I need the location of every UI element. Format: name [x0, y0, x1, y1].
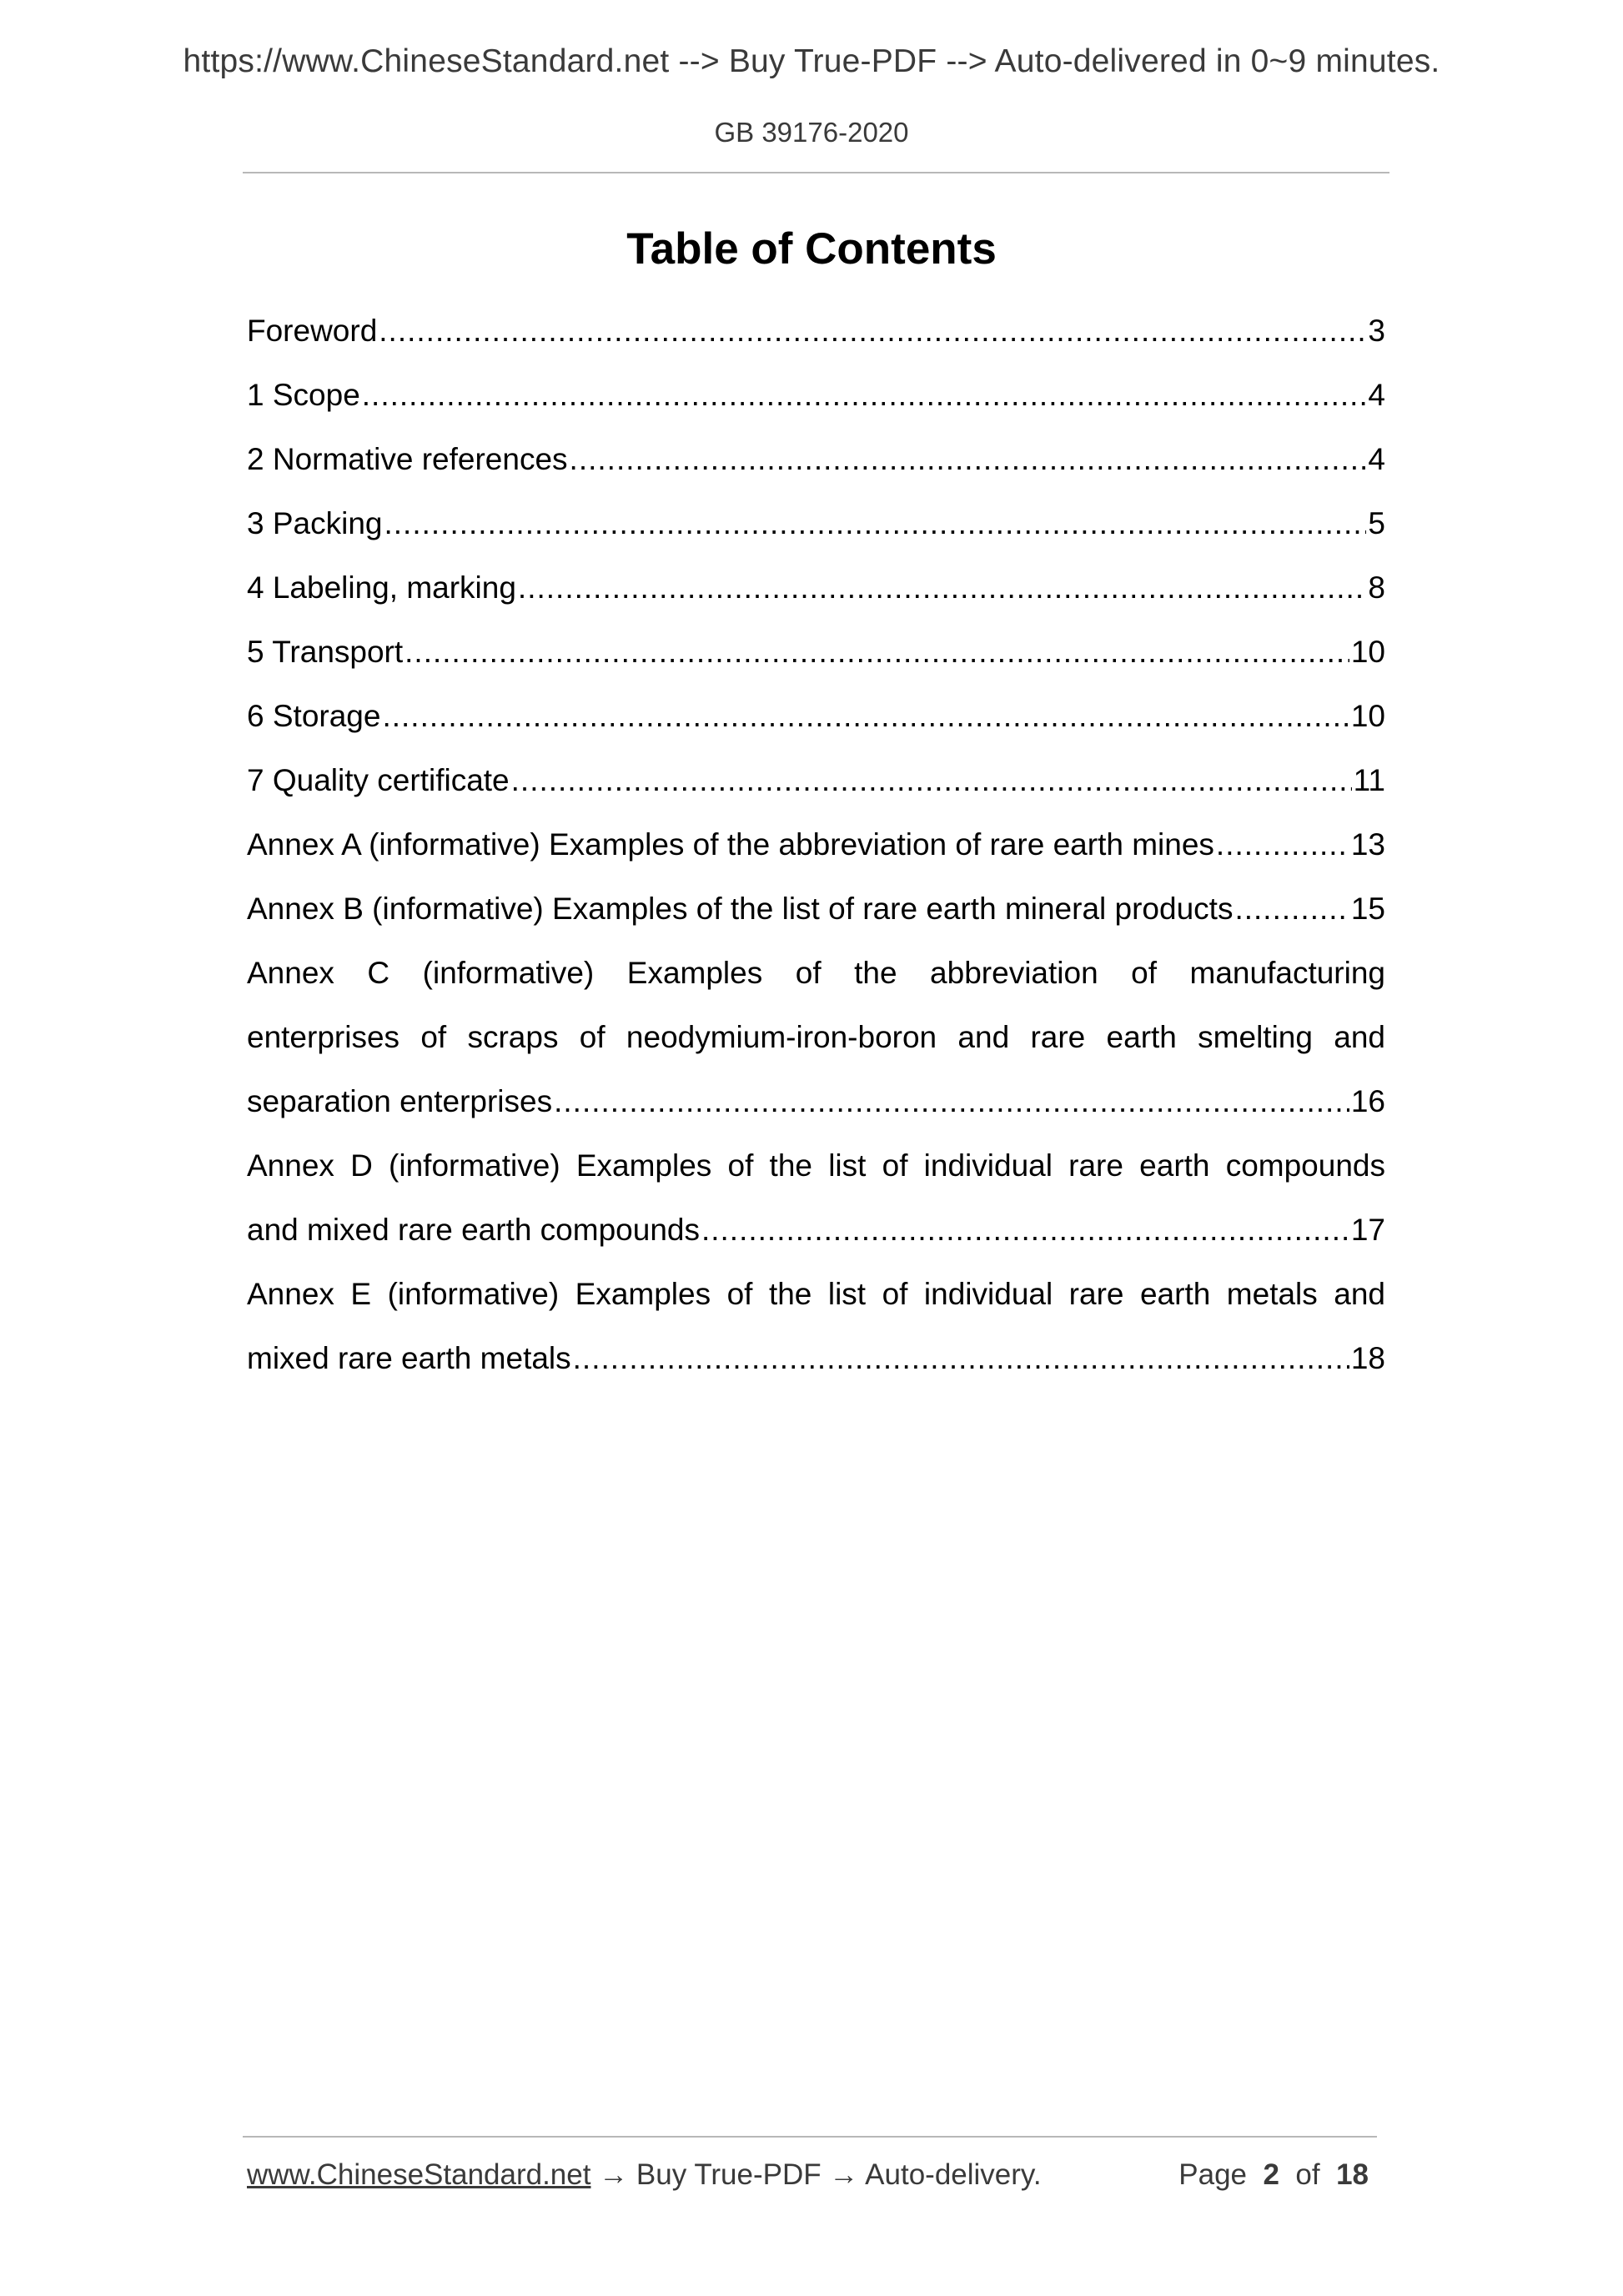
dot-leader: [573, 1326, 1349, 1390]
dot-leader: [554, 1069, 1349, 1133]
toc-entry-page: 13: [1350, 827, 1385, 862]
toc-entry-page: 10: [1350, 635, 1385, 669]
toc-entry-label: 1 Scope: [247, 378, 360, 412]
toc-entry-page: 3: [1368, 314, 1385, 348]
dot-leader: [570, 427, 1367, 491]
toc-entry-annex-a[interactable]: [247, 812, 1385, 877]
toc-entry-page: 11: [1353, 763, 1385, 797]
toc-entry-storage[interactable]: [247, 684, 1385, 748]
toc-entry-label: 7 Quality certificate: [247, 763, 510, 797]
page-word: Page: [1178, 2158, 1248, 2191]
toc-entry-page: 15: [1350, 892, 1385, 926]
toc-entry-scope[interactable]: [247, 363, 1385, 427]
toc-entry-label: separation enterprises: [247, 1084, 553, 1118]
toc-entry-page: 8: [1368, 570, 1385, 605]
header-divider: [243, 172, 1389, 173]
toc-entry-label: 5 Transport: [247, 635, 404, 669]
dot-leader: [511, 748, 1352, 812]
toc-entry-foreword[interactable]: [247, 299, 1385, 363]
current-page: 2: [1263, 2158, 1279, 2191]
dot-leader: [1216, 812, 1349, 877]
toc-entry-annex-c[interactable]: [247, 941, 1385, 1133]
toc-entry-page: 17: [1350, 1213, 1385, 1247]
toc-entry-page: 18: [1350, 1341, 1385, 1375]
dot-leader: [362, 363, 1367, 427]
footer-tagline: → Buy True-PDF → Auto-delivery.: [590, 2158, 1042, 2191]
toc-entry-label: 4 Labeling, marking: [247, 570, 516, 605]
toc-entry-label: 2 Normative references: [247, 442, 568, 476]
toc-entry-annex-b[interactable]: [247, 877, 1385, 941]
dot-leader: [404, 620, 1349, 684]
toc-entry-line: Annex D (informative) Examples of the list of individual rare earth compounds: [247, 1148, 1385, 1183]
total-pages: 18: [1336, 2158, 1369, 2191]
dot-leader: [518, 555, 1367, 620]
toc-entry-label: Annex B (informative) Examples of the list of rare earth mineral products: [247, 892, 1234, 926]
toc-entry-annex-e[interactable]: [247, 1262, 1385, 1390]
toc-entry-label: 3 Packing: [247, 506, 383, 540]
toc-title: Table of Contents: [626, 224, 997, 274]
toc-entry-line: Annex C (informative) Examples of the abbreviation of manufacturing: [247, 956, 1385, 990]
toc-entry-label: Annex A (informative) Examples of the abbreviation of rare earth mines: [247, 827, 1214, 862]
toc-entry-labeling-marking[interactable]: [247, 555, 1385, 620]
toc-entry-normative-references[interactable]: [247, 427, 1385, 491]
toc-entry-quality-certificate[interactable]: [247, 748, 1385, 812]
dot-leader: [382, 684, 1349, 748]
toc-entry-page: 4: [1368, 378, 1385, 412]
document-code: GB 39176-2020: [714, 117, 909, 148]
toc-entry-line: Annex E (informative) Examples of the list of individual rare earth metals and: [247, 1277, 1385, 1311]
toc-entry-line: enterprises of scraps of neodymium-iron-boron and rare earth smelting and: [247, 1020, 1385, 1054]
toc-entry-label: and mixed rare earth compounds: [247, 1213, 700, 1247]
toc-entry-packing[interactable]: [247, 491, 1385, 555]
top-banner: https://www.ChineseStandard.net --> Buy True-PDF --> Auto-delivered in 0~9 minutes.: [183, 43, 1440, 79]
toc-entry-label: mixed rare earth metals: [247, 1341, 571, 1375]
of-word: of: [1295, 2158, 1320, 2191]
toc-entry-page: 10: [1350, 699, 1385, 733]
dot-leader: [1234, 877, 1349, 941]
dot-leader: [379, 299, 1366, 363]
footer-divider: [243, 2136, 1377, 2138]
table-of-contents: [247, 299, 1385, 1390]
dot-leader: [384, 491, 1367, 555]
toc-entry-page: 16: [1350, 1084, 1385, 1118]
toc-entry-label: Foreword: [247, 314, 378, 348]
toc-entry-page: 4: [1368, 442, 1385, 476]
page-indicator: [1178, 2158, 1369, 2192]
site-link[interactable]: www.ChineseStandard.net: [247, 2158, 591, 2191]
toc-entry-page: 5: [1368, 506, 1385, 540]
toc-entry-transport[interactable]: [247, 620, 1385, 684]
toc-entry-annex-d[interactable]: [247, 1133, 1385, 1262]
dot-leader: [701, 1198, 1349, 1262]
toc-entry-label: 6 Storage: [247, 699, 381, 733]
